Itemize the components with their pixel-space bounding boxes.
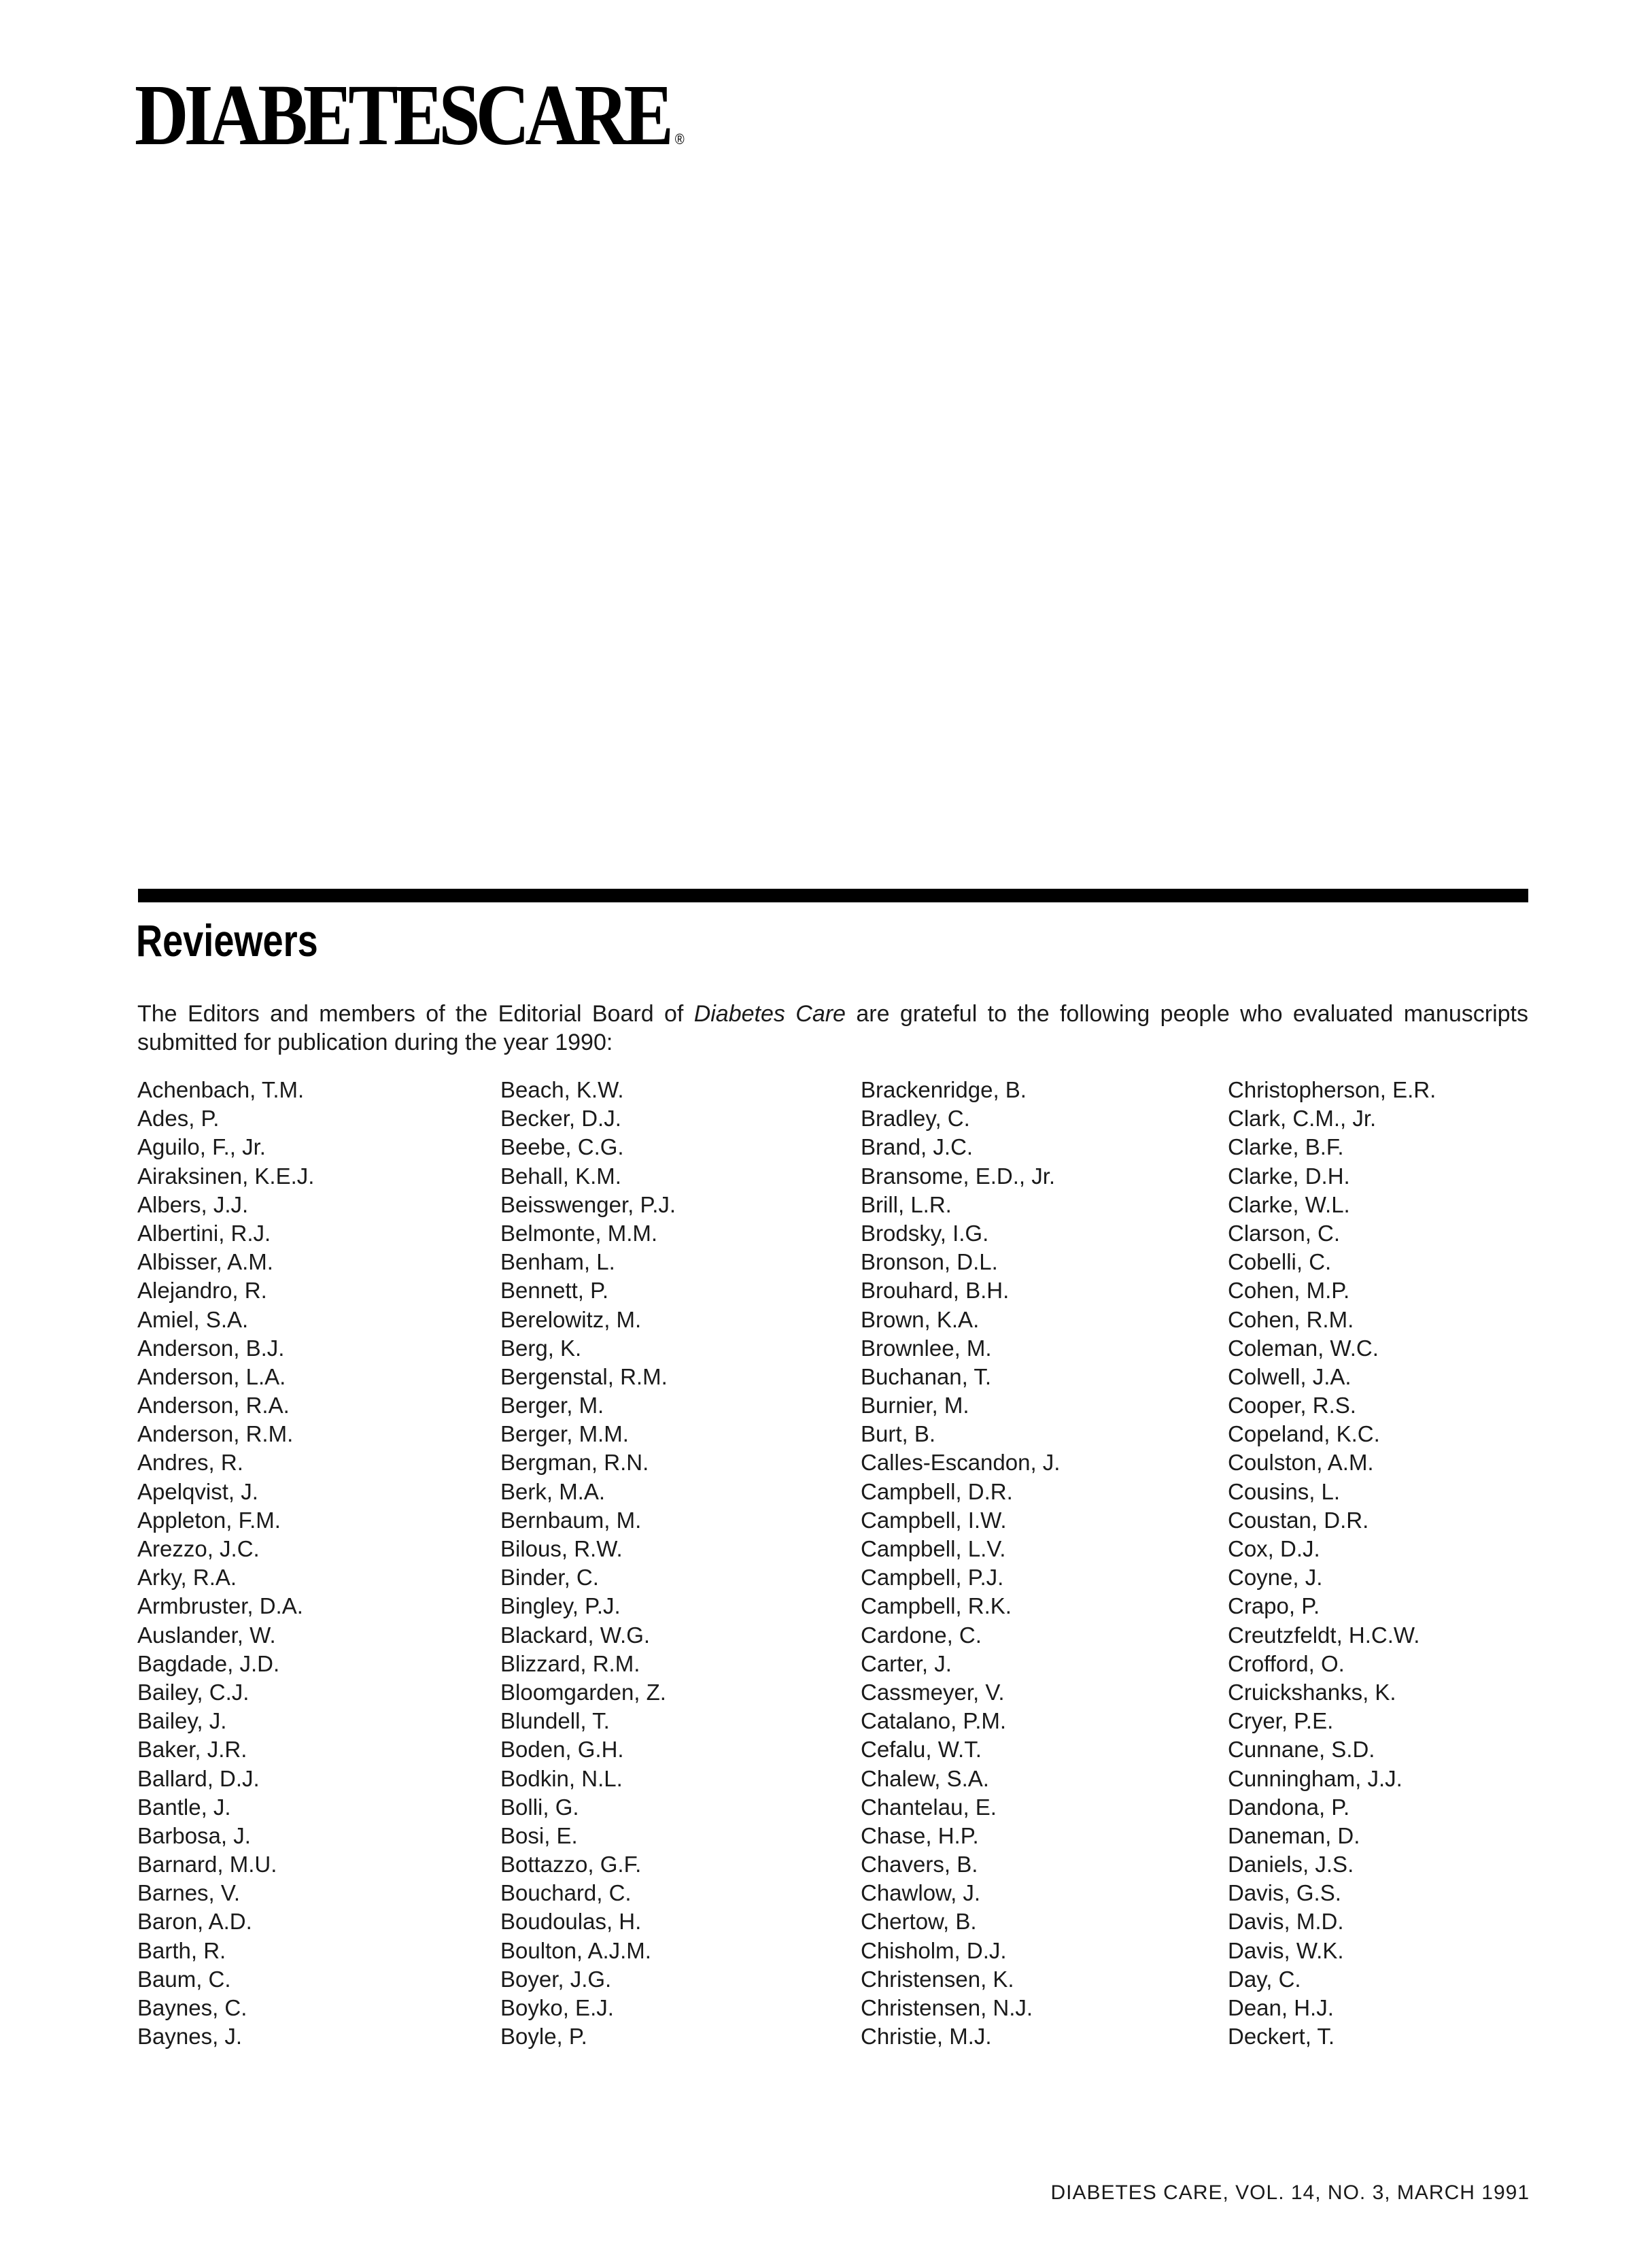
reviewer-name: Coyne, J. bbox=[1228, 1565, 1323, 1591]
reviewer-name: Brouhard, B.H. bbox=[861, 1278, 1010, 1304]
reviewer-name: Brackenridge, B. bbox=[861, 1077, 1027, 1102]
reviewer-name: Daneman, D. bbox=[1228, 1822, 1360, 1848]
reviewer-name: Blizzard, R.M. bbox=[500, 1650, 640, 1676]
reviewer-name: Bagdade, J.D. bbox=[137, 1650, 280, 1676]
reviewer-name: Cohen, M.P. bbox=[1228, 1278, 1350, 1304]
reviewer-name: Andres, R. bbox=[137, 1450, 243, 1476]
reviewer-name: Boyko, E.J. bbox=[500, 1995, 614, 2020]
reviewer-name: Boden, G.H. bbox=[500, 1737, 624, 1763]
reviewer-name: Beach, K.W. bbox=[500, 1077, 624, 1102]
reviewer-name: Airaksinen, K.E.J. bbox=[137, 1163, 315, 1189]
reviewer-name: Carter, J. bbox=[861, 1650, 952, 1676]
reviewer-name: Bransome, E.D., Jr. bbox=[861, 1163, 1056, 1189]
reviewer-name: Barnes, V. bbox=[137, 1880, 241, 1906]
page-footer-citation: DIABETES CARE, VOL. 14, NO. 3, MARCH 1991 bbox=[1050, 2181, 1530, 2204]
reviewer-name: Cobelli, C. bbox=[1228, 1249, 1332, 1275]
reviewer-name: Achenbach, T.M. bbox=[137, 1077, 305, 1102]
reviewer-name: Campbell, L.V. bbox=[861, 1536, 1006, 1561]
reviewer-name: Blundell, T. bbox=[500, 1708, 610, 1734]
reviewer-name: Beebe, C.G. bbox=[500, 1134, 624, 1160]
reviewer-name: Belmonte, M.M. bbox=[500, 1220, 658, 1246]
reviewer-name: Cohen, R.M. bbox=[1228, 1306, 1354, 1332]
reviewer-name: Campbell, I.W. bbox=[861, 1507, 1007, 1533]
reviewer-name: Burt, B. bbox=[861, 1421, 936, 1447]
reviewer-name: Calles-Escandon, J. bbox=[861, 1450, 1061, 1476]
journal-logo bbox=[135, 67, 685, 163]
reviewer-name: Christopherson, E.R. bbox=[1228, 1077, 1436, 1102]
reviewer-name: Auslander, W. bbox=[137, 1622, 276, 1648]
reviewer-name: Daniels, J.S. bbox=[1228, 1852, 1354, 1877]
reviewer-name: Chavers, B. bbox=[861, 1852, 978, 1877]
intro-text-start: The Editors and members of the Editorial Board of bbox=[137, 1001, 694, 1027]
reviewer-name: Behall, K.M. bbox=[500, 1163, 621, 1189]
reviewer-name: Crofford, O. bbox=[1228, 1650, 1345, 1676]
reviewer-name: Bennett, P. bbox=[500, 1278, 609, 1304]
reviewer-column-2 bbox=[500, 1076, 676, 2051]
reviewer-name: Bouchard, C. bbox=[500, 1880, 632, 1906]
reviewer-name: Amiel, S.A. bbox=[137, 1306, 249, 1332]
reviewer-name: Bernbaum, M. bbox=[500, 1507, 642, 1533]
reviewer-name: Cefalu, W.T. bbox=[861, 1737, 982, 1763]
reviewer-name: Barth, R. bbox=[137, 1937, 226, 1963]
reviewer-name: Clarke, B.F. bbox=[1228, 1134, 1344, 1160]
reviewer-name: Arky, R.A. bbox=[137, 1565, 237, 1591]
reviewer-name: Christensen, N.J. bbox=[861, 1995, 1033, 2020]
reviewer-name: Apelqvist, J. bbox=[137, 1478, 258, 1504]
reviewer-name: Brownlee, M. bbox=[861, 1335, 992, 1361]
reviewer-name: Cooper, R.S. bbox=[1228, 1393, 1356, 1418]
reviewer-name: Clarke, W.L. bbox=[1228, 1191, 1350, 1217]
intro-paragraph bbox=[137, 1000, 1528, 1057]
reviewer-name: Chawlow, J. bbox=[861, 1880, 981, 1906]
reviewer-name: Boudoulas, H. bbox=[500, 1909, 642, 1935]
reviewer-name: Bronson, D.L. bbox=[861, 1249, 998, 1275]
reviewer-name: Chantelau, E. bbox=[861, 1794, 997, 1820]
reviewer-name: Campbell, R.K. bbox=[861, 1593, 1012, 1619]
reviewer-name: Bodkin, N.L. bbox=[500, 1765, 623, 1791]
reviewer-name: Creutzfeldt, H.C.W. bbox=[1228, 1622, 1420, 1648]
reviewer-name: Bradley, C. bbox=[861, 1106, 970, 1132]
reviewer-name: Berk, M.A. bbox=[500, 1478, 606, 1504]
reviewer-name: Berger, M. bbox=[500, 1393, 604, 1418]
reviewer-name: Brodsky, I.G. bbox=[861, 1220, 989, 1246]
reviewer-name: Bilous, R.W. bbox=[500, 1536, 623, 1561]
reviewer-name: Clark, C.M., Jr. bbox=[1228, 1106, 1377, 1132]
reviewer-name: Buchanan, T. bbox=[861, 1363, 992, 1389]
reviewer-name: Davis, M.D. bbox=[1228, 1909, 1344, 1935]
reviewer-name: Colwell, J.A. bbox=[1228, 1363, 1352, 1389]
reviewer-name: Cryer, P.E. bbox=[1228, 1708, 1334, 1734]
reviewer-name: Baynes, J. bbox=[137, 2024, 243, 2050]
reviewer-name: Bergenstal, R.M. bbox=[500, 1363, 668, 1389]
reviewer-name: Brill, L.R. bbox=[861, 1191, 952, 1217]
reviewer-name: Bloomgarden, Z. bbox=[500, 1679, 666, 1705]
reviewer-name: Dean, H.J. bbox=[1228, 1995, 1334, 2020]
reviewer-name: Coleman, W.C. bbox=[1228, 1335, 1379, 1361]
reviewer-name: Baum, C. bbox=[137, 1966, 231, 1992]
reviewer-name: Albisser, A.M. bbox=[137, 1249, 273, 1275]
reviewer-name: Crapo, P. bbox=[1228, 1593, 1320, 1619]
reviewer-name: Davis, G.S. bbox=[1228, 1880, 1341, 1906]
logo-wordmark: DIABETESCARE bbox=[135, 67, 670, 163]
reviewer-name: Bottazzo, G.F. bbox=[500, 1852, 642, 1877]
reviewer-name: Copeland, K.C. bbox=[1228, 1421, 1380, 1447]
reviewer-name: Boyle, P. bbox=[500, 2024, 587, 2050]
reviewer-name: Bingley, P.J. bbox=[500, 1593, 621, 1619]
reviewer-name: Benham, L. bbox=[500, 1249, 615, 1275]
reviewer-name: Berg, K. bbox=[500, 1335, 582, 1361]
reviewer-name: Dandona, P. bbox=[1228, 1794, 1350, 1820]
reviewer-name: Cousins, L. bbox=[1228, 1478, 1341, 1504]
reviewer-name: Bergman, R.N. bbox=[500, 1450, 649, 1476]
reviewer-name: Boyer, J.G. bbox=[500, 1966, 612, 1992]
reviewer-name: Bailey, C.J. bbox=[137, 1679, 249, 1705]
intro-text-end: are grateful to the following people who evaluated manuscripts submitted for publication during the year 1990: bbox=[137, 1001, 1528, 1055]
reviewer-name: Baker, J.R. bbox=[137, 1737, 247, 1763]
section-title: Reviewers bbox=[136, 915, 318, 966]
reviewer-name: Chertow, B. bbox=[861, 1909, 977, 1935]
reviewer-name: Christensen, K. bbox=[861, 1966, 1014, 1992]
reviewer-name: Burnier, M. bbox=[861, 1393, 969, 1418]
reviewer-name: Brown, K.A. bbox=[861, 1306, 980, 1332]
reviewer-name: Deckert, T. bbox=[1228, 2024, 1335, 2050]
reviewer-name: Campbell, P.J. bbox=[861, 1565, 1004, 1591]
reviewer-name: Campbell, D.R. bbox=[861, 1478, 1013, 1504]
reviewer-name: Barbosa, J. bbox=[137, 1822, 251, 1848]
reviewer-name: Anderson, R.M. bbox=[137, 1421, 294, 1447]
reviewer-name: Davis, W.K. bbox=[1228, 1937, 1344, 1963]
reviewer-name: Becker, D.J. bbox=[500, 1106, 621, 1132]
reviewer-name: Berger, M.M. bbox=[500, 1421, 629, 1447]
reviewer-name: Day, C. bbox=[1228, 1966, 1301, 1992]
section-rule bbox=[138, 889, 1528, 902]
reviewer-name: Catalano, P.M. bbox=[861, 1708, 1007, 1734]
reviewer-name: Bailey, J. bbox=[137, 1708, 227, 1734]
reviewer-name: Anderson, L.A. bbox=[137, 1363, 286, 1389]
reviewer-column-4 bbox=[1228, 1076, 1436, 2051]
reviewer-name: Boulton, A.J.M. bbox=[500, 1937, 651, 1963]
reviewer-name: Chase, H.P. bbox=[861, 1822, 979, 1848]
reviewer-name: Chalew, S.A. bbox=[861, 1765, 989, 1791]
reviewer-name: Blackard, W.G. bbox=[500, 1622, 651, 1648]
reviewer-name: Berelowitz, M. bbox=[500, 1306, 642, 1332]
reviewer-name: Arezzo, J.C. bbox=[137, 1536, 260, 1561]
reviewer-name: Bosi, E. bbox=[500, 1822, 578, 1848]
reviewer-name: Coulston, A.M. bbox=[1228, 1450, 1374, 1476]
reviewer-name: Anderson, R.A. bbox=[137, 1393, 290, 1418]
reviewer-name: Baynes, C. bbox=[137, 1995, 247, 2020]
reviewer-name: Christie, M.J. bbox=[861, 2024, 992, 2050]
reviewer-name: Albertini, R.J. bbox=[137, 1220, 271, 1246]
journal-name: Diabetes Care bbox=[693, 1001, 846, 1027]
reviewer-name: Baron, A.D. bbox=[137, 1909, 252, 1935]
reviewer-name: Cunningham, J.J. bbox=[1228, 1765, 1403, 1791]
reviewer-name: Clarke, D.H. bbox=[1228, 1163, 1350, 1189]
reviewer-name: Bolli, G. bbox=[500, 1794, 579, 1820]
reviewer-name: Appleton, F.M. bbox=[137, 1507, 281, 1533]
reviewer-name: Ades, P. bbox=[137, 1106, 220, 1132]
reviewer-name: Cardone, C. bbox=[861, 1622, 982, 1648]
registered-mark: ® bbox=[674, 131, 685, 148]
reviewer-name: Binder, C. bbox=[500, 1565, 599, 1591]
reviewer-name: Chisholm, D.J. bbox=[861, 1937, 1007, 1963]
reviewer-column-3 bbox=[861, 1076, 1060, 2051]
reviewer-name: Bantle, J. bbox=[137, 1794, 231, 1820]
reviewer-name: Cunnane, S.D. bbox=[1228, 1737, 1375, 1763]
reviewer-name: Coustan, D.R. bbox=[1228, 1507, 1369, 1533]
reviewer-column-1 bbox=[137, 1076, 314, 2051]
reviewer-name: Aguilo, F., Jr. bbox=[137, 1134, 266, 1160]
reviewer-name: Clarson, C. bbox=[1228, 1220, 1341, 1246]
reviewer-name: Ballard, D.J. bbox=[137, 1765, 260, 1791]
reviewer-name: Cassmeyer, V. bbox=[861, 1679, 1005, 1705]
reviewer-name: Brand, J.C. bbox=[861, 1134, 974, 1160]
reviewer-name: Beisswenger, P.J. bbox=[500, 1191, 676, 1217]
reviewer-name: Cox, D.J. bbox=[1228, 1536, 1320, 1561]
reviewer-name: Cruickshanks, K. bbox=[1228, 1679, 1396, 1705]
reviewer-name: Alejandro, R. bbox=[137, 1278, 267, 1304]
reviewer-name: Armbruster, D.A. bbox=[137, 1593, 303, 1619]
reviewer-name: Albers, J.J. bbox=[137, 1191, 249, 1217]
reviewer-name: Anderson, B.J. bbox=[137, 1335, 285, 1361]
reviewer-name: Barnard, M.U. bbox=[137, 1852, 277, 1877]
